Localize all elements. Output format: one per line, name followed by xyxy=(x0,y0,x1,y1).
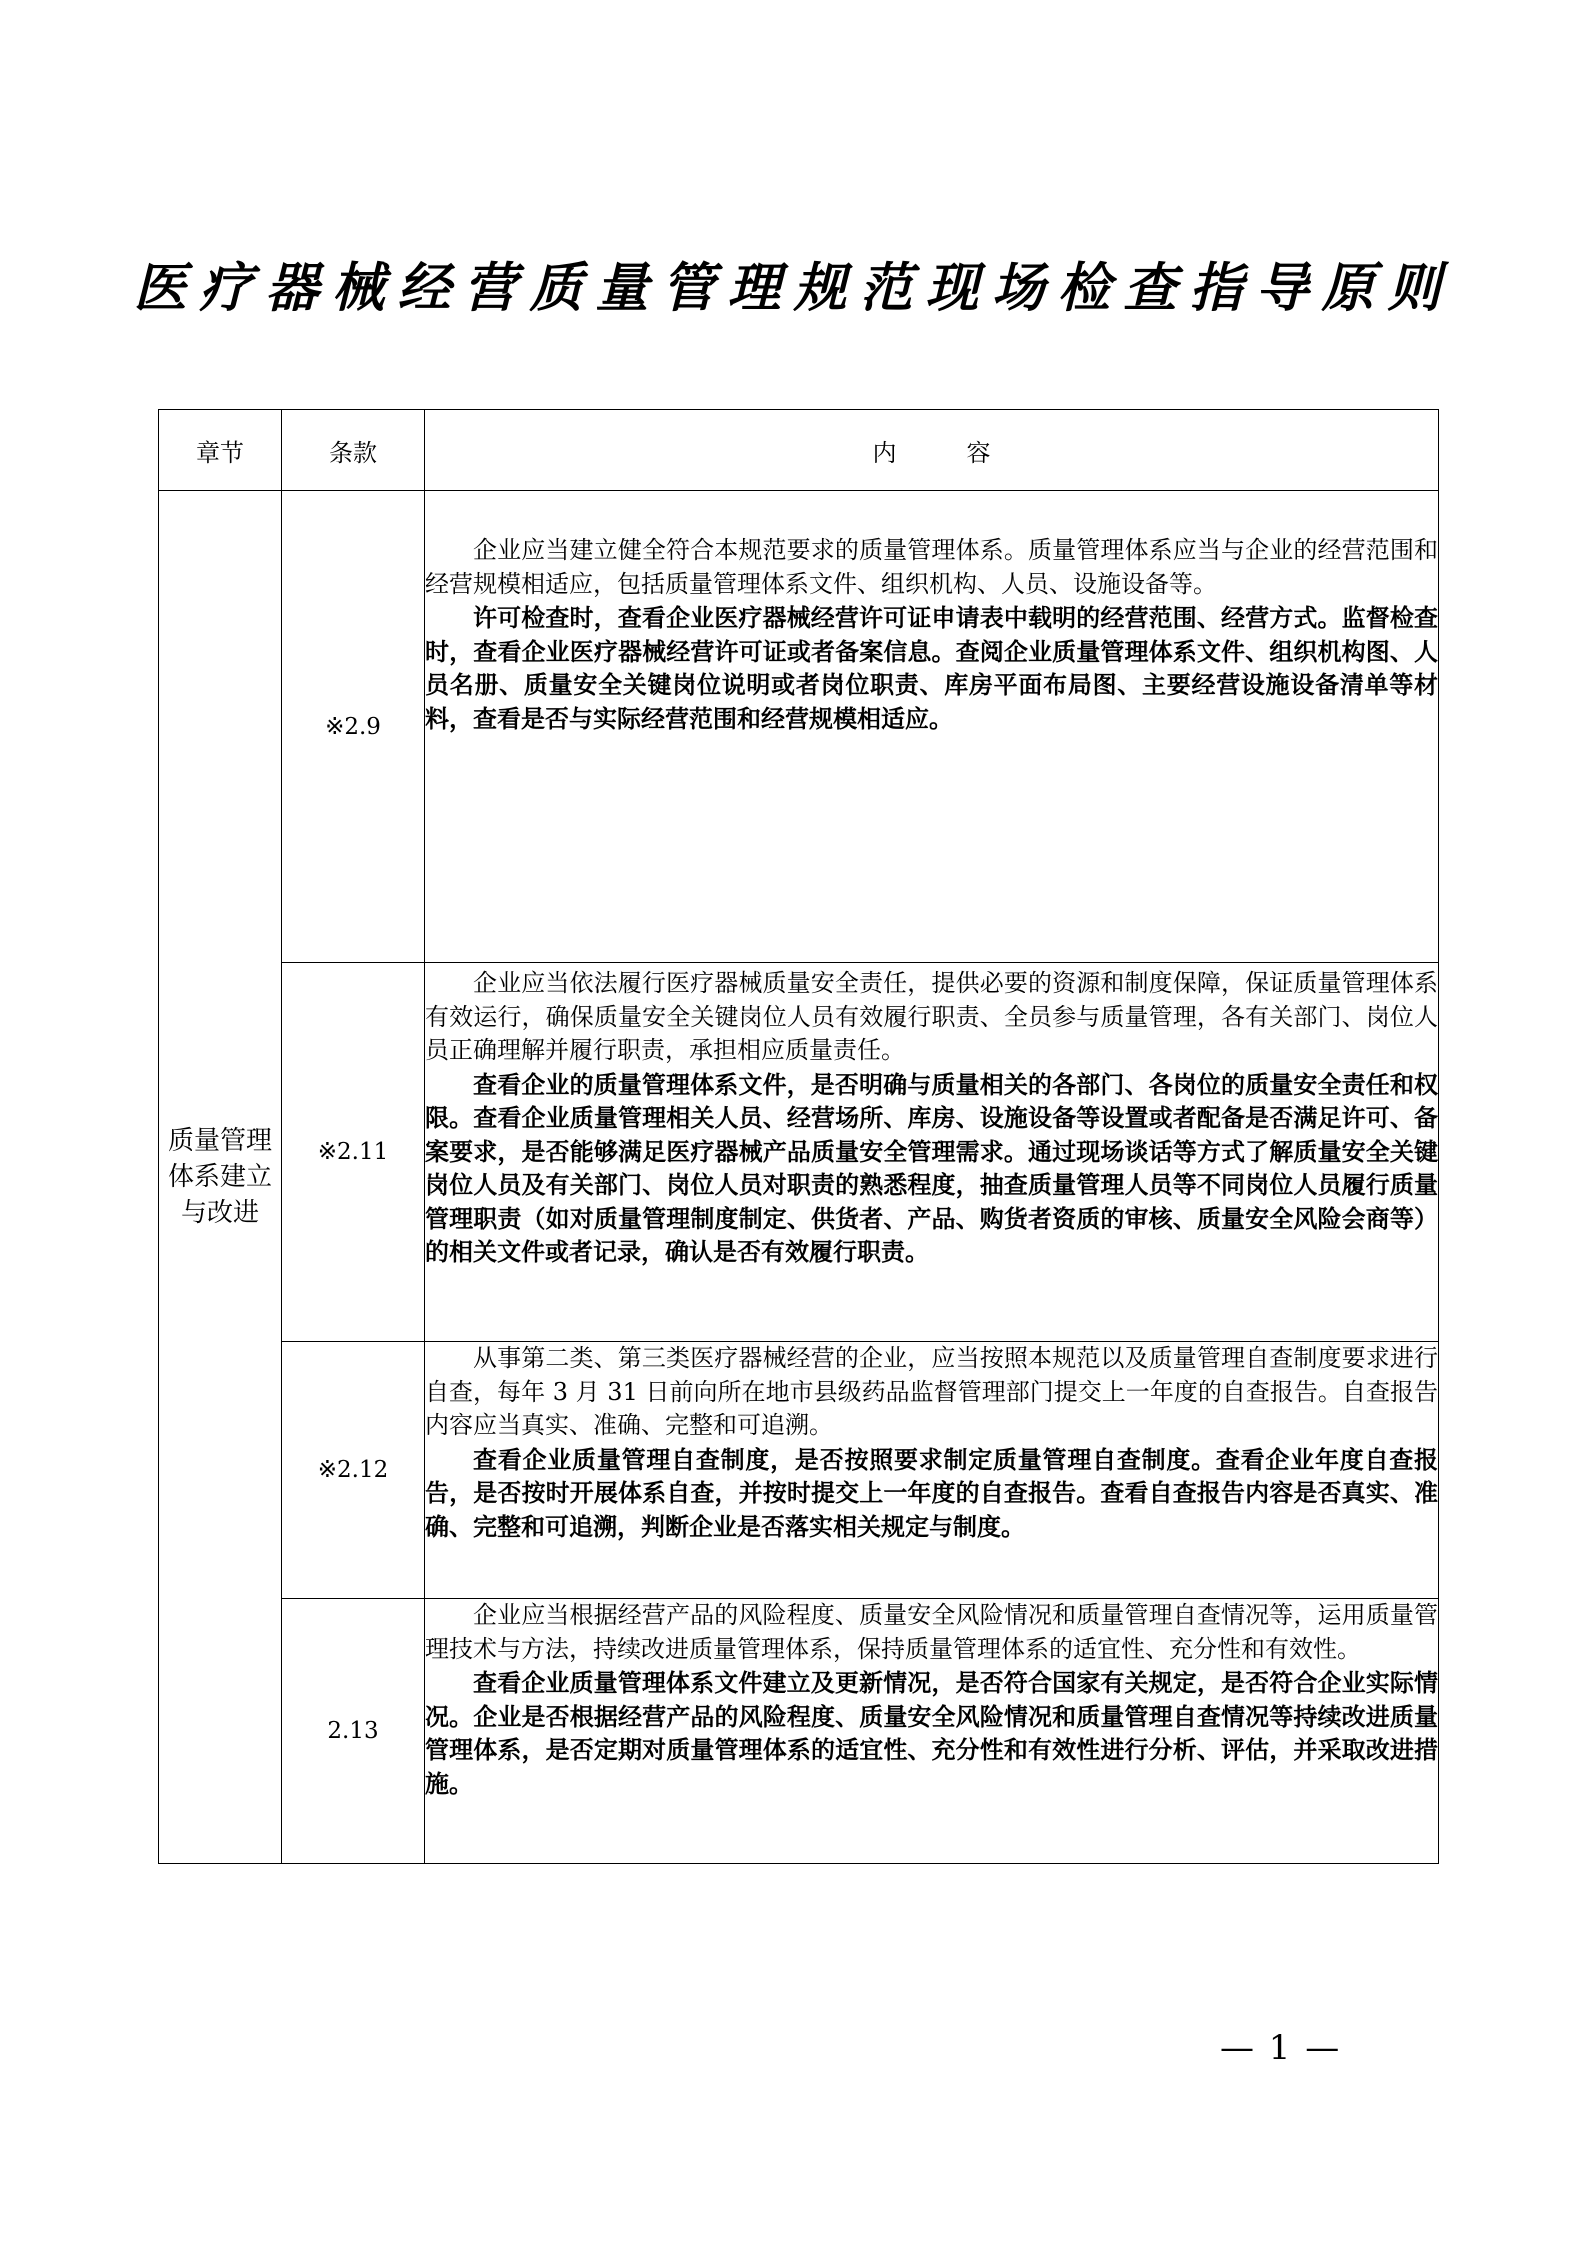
inspection-text: 查看企业质量管理自查制度，是否按照要求制定质量管理自查制度。查看企业年度自查报告，是否按时开展体系自查，并按时提交上一年度的自查报告。查看自查报告内容是否真实、准确、完整和可追溯，判断企业是否落实相关规定与制度。 xyxy=(425,1444,1438,1541)
content-cell xyxy=(425,1599,1439,1864)
inspection-text: 查看企业的质量管理体系文件，是否明确与质量相关的各部门、各岗位的质量安全责任和权限。查看企业质量管理相关人员、经营场所、库房、设施设备等设置或者配备是否满足许可、备案要求，是否能够满足医疗器械产品质量安全管理需求。通过现场谈话等方式了解质量安全关键岗位人员及有关部门、岗位人员对职责的熟悉程度，抽查质量管理人员等不同岗位人员履行质量管理职责（如对质量管理制度制定、供货者、产品、购货者资质的审核、质量安全风险会商等）的相关文件或者记录，确认是否有效履行职责。 xyxy=(425,1069,1438,1266)
clause-cell: 2.13 xyxy=(282,1599,425,1864)
header-content-label: 内容 xyxy=(872,438,1061,467)
chapter-cell: 质量管理体系建立与改进 xyxy=(159,491,282,1864)
inspection-text: 许可检查时，查看企业医疗器械经营许可证申请表中载明的经营范围、经营方式。监督检查时，查看企业医疗器械经营许可证或者备案信息。查阅企业质量管理体系文件、组织机构图、人员名册、质量安全关键岗位说明或者岗位职责、库房平面布局图、主要经营设施设备清单等材料，查看是否与实际经营范围和经营规模相适应。 xyxy=(425,603,1438,733)
requirement-text: 企业应当根据经营产品的风险程度、质量安全风险情况和质量管理自查情况等，运用质量管理技术与方法，持续改进质量管理体系，保持质量管理体系的适宜性、充分性和有效性。 xyxy=(425,1601,1438,1663)
clause-cell: ※2.12 xyxy=(282,1342,425,1599)
content-cell xyxy=(425,963,1439,1342)
document-title: 医疗器械经营质量管理规范现场检查指导原则 xyxy=(133,257,1454,319)
requirement-text: 从事第二类、第三类医疗器械经营的企业，应当按照本规范以及质量管理自查制度要求进行自查，每年 3 月 31 日前向所在地市县级药品监督管理部门提交上一年度的自查报告。自查报告内容应当真实、准确、完整和可追溯。 xyxy=(425,1344,1438,1439)
clause-cell: ※2.9 xyxy=(282,491,425,963)
clause-cell: ※2.11 xyxy=(282,963,425,1342)
header-content xyxy=(425,410,1439,491)
page-number: — 1 — xyxy=(1220,2028,1342,2068)
content-cell xyxy=(425,1342,1439,1599)
table-row xyxy=(159,1599,1439,1864)
requirement-text: 企业应当依法履行医疗器械质量安全责任，提供必要的资源和制度保障，保证质量管理体系有效运行，确保质量安全关键岗位人员有效履行职责、全员参与质量管理，各有关部门、岗位人员正确理解并履行职责，承担相应质量责任。 xyxy=(425,969,1438,1064)
content-cell xyxy=(425,491,1439,963)
table-header-row xyxy=(159,410,1439,491)
requirement-text: 企业应当建立健全符合本规范要求的质量管理体系。质量管理体系应当与企业的经营范围和经营规模相适应，包括质量管理体系文件、组织机构、人员、设施设备等。 xyxy=(425,536,1438,598)
inspection-table xyxy=(158,409,1439,1864)
header-clause: 条款 xyxy=(282,410,425,491)
inspection-text: 查看企业质量管理体系文件建立及更新情况，是否符合国家有关规定，是否符合企业实际情况。企业是否根据经营产品的风险程度、质量安全风险情况和质量管理自查情况等持续改进质量管理体系，是否定期对质量管理体系的适宜性、充分性和有效性进行分析、评估，并采取改进措施。 xyxy=(425,1668,1438,1798)
header-chapter: 章节 xyxy=(159,410,282,491)
table-row xyxy=(159,1342,1439,1599)
table-row xyxy=(159,491,1439,963)
table-row xyxy=(159,963,1439,1342)
